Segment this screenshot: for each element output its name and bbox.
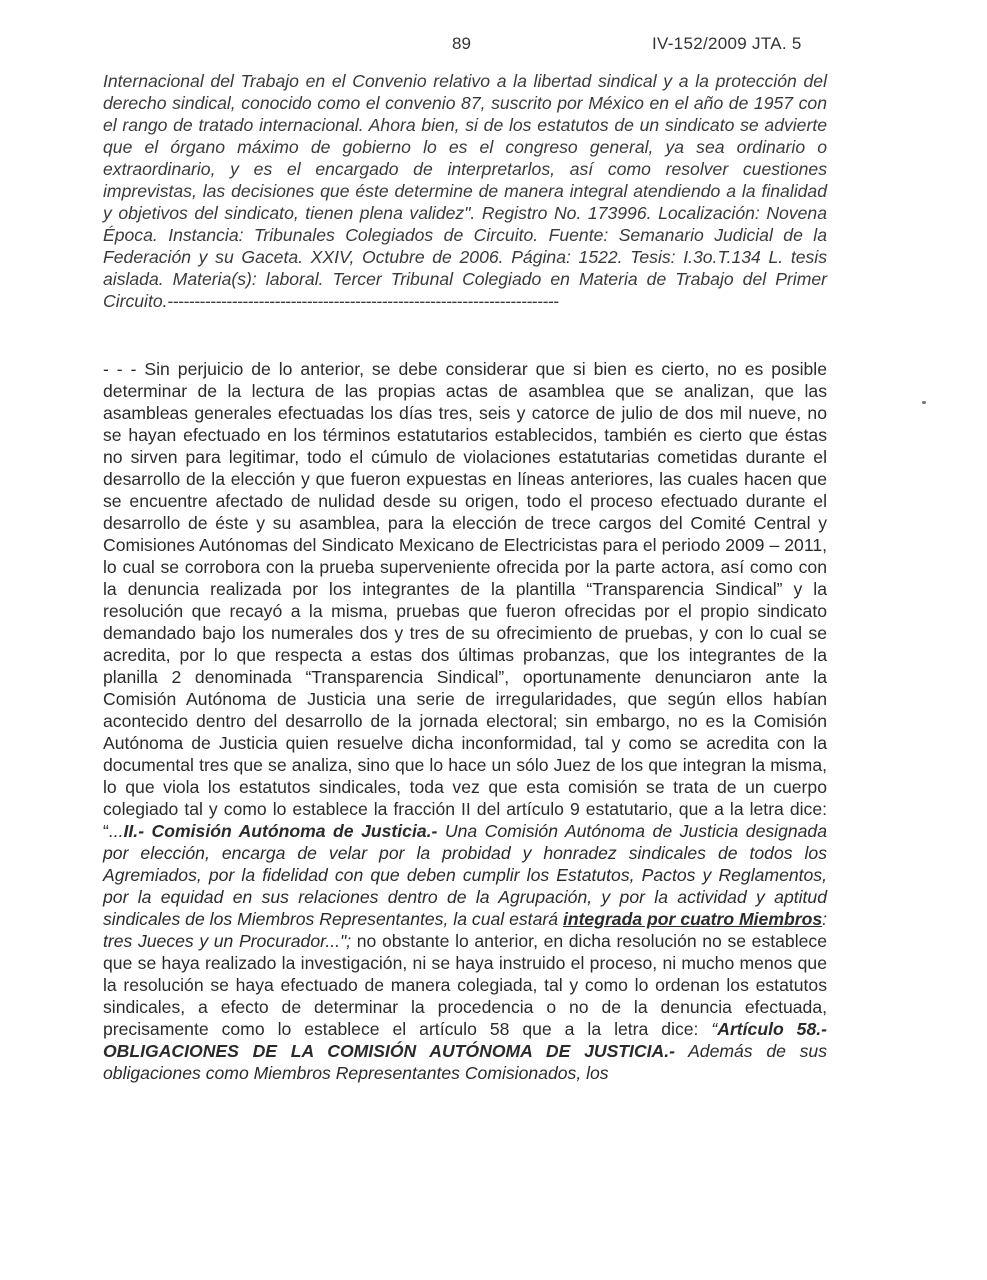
paragraph-middle: no obstante lo anterior, en dicha resolución no se establece que se haya realizado la investigación, ni se haya instruido el proceso, ni mucho menos que la resolución se haya efectuado de manera colegiada, tal y como lo ordenan los estatutos sindicales, a efecto de determinar la procedencia o no de la denuncia efectuada, precisamente como lo establece el artículo 58 que a la letra dice: [103,931,827,1039]
article-text: Además de sus obligaciones como Miembros Representantes Comisionados, los [103,1041,827,1083]
article-heading: Artículo 58.- OBLIGACIONES DE LA COMISIÓN AUTÓNOMA DE JUSTICIA.- [103,1019,827,1061]
fraction-tail: : tres Jueces y un Procurador..."; [103,909,828,951]
fraction-underlined: integrada por cuatro Miembros [562,909,823,929]
jurisprudence-quote [103,70,827,312]
quote-text: Internacional del Trabajo en el Convenio relativo a la libertad sindical y a la protección del derecho sindical, conocido como el convenio 87, suscrito por México en el año de 1957 con el rango de tratado internacional. Ahora bien, si de los estatutos de un sindicato se advierte que el órgano máximo de gobierno lo es el congreso general, ya sea ordinario o extraordinario, y es el encargado de interpretarlos, así como resolver cuestiones imprevistas, las decisiones que éste determine de manera integral atendiendo a la finalidad y objetivos del sindicato, tienen plena validez". Registro No. 173996. Localización: Novena Época. Instancia: Tribunales Colegiados de Circuito. Fuente: Semanario Judicial de la Federación y su Gaceta. XXIV, Octubre de 2006. Página: 1522. Tesis: I.3o.T.134 L. tesis aislada. Materia(s): laboral. Tercer Tribunal Colegiado en Materia de Trabajo del Primer Circuito. [103,71,827,311]
fraction-heading: II.- Comisión Autónoma de Justicia.- [123,821,438,841]
main-paragraph [103,358,827,1084]
scan-smudge [922,401,926,404]
file-reference: IV-152/2009 JTA. 5 [652,34,802,53]
page-number: 89 [452,34,471,53]
quote-open-ellipsis: ... [108,821,124,841]
fraction-text: Una Comisión Autónoma de Justicia designada por elección, encarga de velar por la probidad y honradez sindicales de todos los Agremiados, por la fidelidad con que deben cumplir los Estatutos, Pactos y Reglamentos, por la equidad en sus relaciones dentro de la Agrupación, y por la actividad y aptitud sindicales de los Miembros Representantes, la cual estará [103,821,828,929]
article-open-quote: “ [711,1019,718,1039]
quote-trailing-dashes: ------------------------------------------------------------------------- [167,291,559,311]
paragraph-lead: - - - Sin perjuicio de lo anterior, se debe considerar que si bien es cierto, no es posible determinar de la lectura de las propias actas de asamblea que se analizan, que las asambleas generales efectuadas los días tres, seis y catorce de julio de dos mil nueve, no se hayan efectuado en los términos estatutarios establecidos, también es cierto que éstas no sirven para legitimar, todo el cúmulo de violaciones estatutarias cometidas durante el desarrollo de la elección y que fueron expuestas en líneas anteriores, las cuales hacen que se encuentre afectado de nulidad desde su origen, todo el proceso efectuado durante el desarrollo de éste y su asamblea, para la elección de trece cargos del Comité Central y Comisiones Autónomas del Sindicato Mexicano de Electricistas para el periodo 2009 – 2011, lo cual se corrobora con la prueba superveniente ofrecida por la parte actora, así como con la denuncia realizada por los integrantes de la plantilla “Transparencia Sindical” y la resolución que recayó a la misma, pruebas que fueron ofrecidas por el propio sindicato demandado bajo los numerales dos y tres de su ofrecimiento de pruebas, y con lo cual se acredita, por lo que respecta a estas dos últimas probanzas, que los integrantes de la planilla 2 denominada “Transparencia Sindical”, oportunamente denunciaron ante la Comisión Autónoma de Justicia una serie de irregularidades, que según ellos habían acontecido dentro del desarrollo de la jornada electoral; sin embargo, no es la Comisión Autónoma de Justicia quien resuelve dicha inconformidad, tal y como se acredita con la documental tres que se analiza, sino que lo hace un sólo Juez de los que integran la misma, lo que viola los estatutos sindicales, toda vez que esta comisión se trata de un cuerpo colegiado tal y como lo establece la fracción II del artículo 9 estatutario, que a la letra dice: “ [103,359,827,841]
